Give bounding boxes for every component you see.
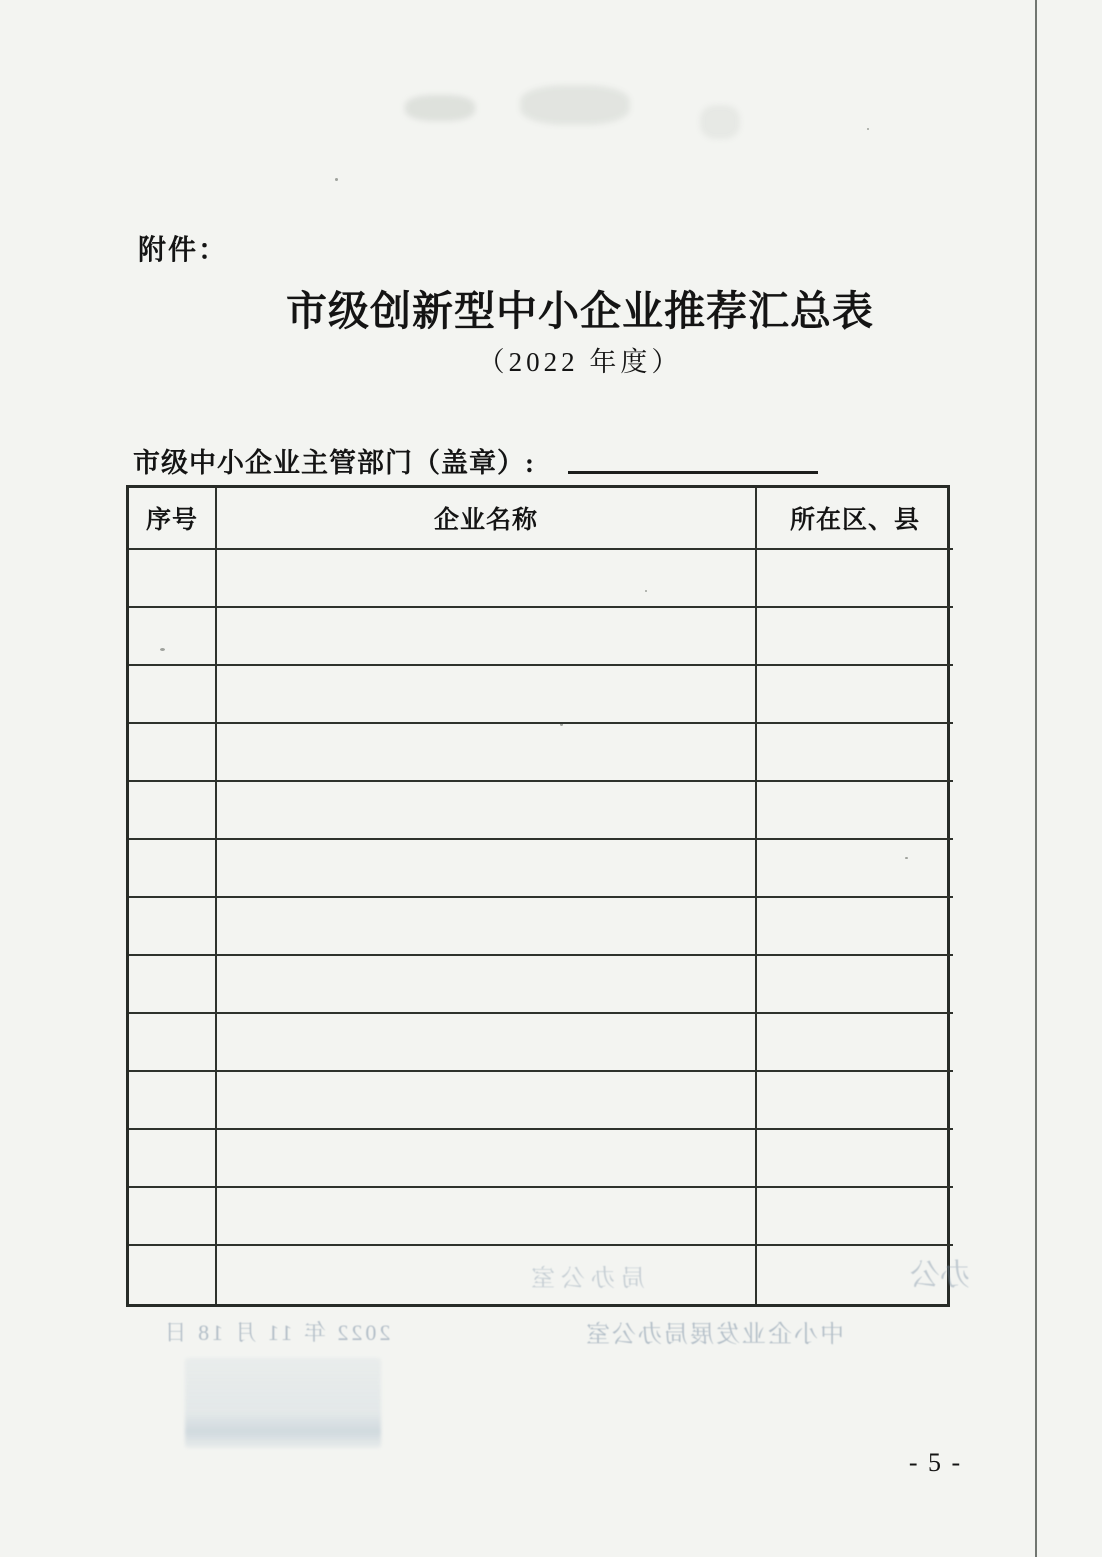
- department-stamp-label: 市级中小企业主管部门（盖章）:: [133, 448, 535, 478]
- cell-index: [129, 1188, 217, 1246]
- cell-enterprise-name: [217, 898, 757, 956]
- cell-district: [757, 666, 953, 724]
- cell-index: [129, 1130, 217, 1188]
- page-subtitle: （2022 年度）: [477, 347, 683, 377]
- cell-index: [129, 956, 217, 1014]
- table-row: [129, 666, 947, 724]
- cell-index: [129, 840, 217, 898]
- header-cell-index: 序号: [129, 488, 217, 550]
- page-number: - 5 -: [908, 1448, 963, 1477]
- cell-enterprise-name: [217, 1246, 757, 1304]
- bleed-through-smudge: [520, 85, 630, 125]
- cell-enterprise-name: [217, 724, 757, 782]
- bleed-through-smudge: [405, 95, 475, 121]
- bleed-through-smudge-block: [185, 1358, 381, 1448]
- stamp-blank-underline: [568, 471, 818, 474]
- table-row: [129, 1188, 947, 1246]
- cell-district: [757, 1072, 953, 1130]
- bleed-through-text: 局办公室: [525, 1266, 645, 1292]
- cell-index: [129, 898, 217, 956]
- cell-index: [129, 1014, 217, 1072]
- table-row: [129, 550, 947, 608]
- table-row: [129, 956, 947, 1014]
- table-body: [129, 550, 947, 1304]
- cell-index: [129, 782, 217, 840]
- cell-district: [757, 550, 953, 608]
- cell-index: [129, 608, 217, 666]
- cell-index: [129, 724, 217, 782]
- cell-enterprise-name: [217, 608, 757, 666]
- cell-enterprise-name: [217, 1188, 757, 1246]
- bleed-through-text: 办公: [910, 1259, 970, 1292]
- bleed-through-office: 中小企业发展局办公室: [584, 1322, 844, 1348]
- header-cell-district: 所在区、县: [757, 488, 953, 550]
- cell-index: [129, 1072, 217, 1130]
- cell-index: [129, 666, 217, 724]
- page-title: 市级创新型中小企业推荐汇总表: [286, 288, 874, 334]
- cell-district: [757, 898, 953, 956]
- cell-index: [129, 550, 217, 608]
- table-header-row: [129, 488, 947, 550]
- cell-enterprise-name: [217, 1130, 757, 1188]
- cell-enterprise-name: [217, 840, 757, 898]
- table-row: [129, 1130, 947, 1188]
- bleed-through-date: 2022 年 11 月 18 日: [161, 1320, 391, 1345]
- cell-enterprise-name: [217, 782, 757, 840]
- cell-district: [757, 724, 953, 782]
- cell-enterprise-name: [217, 666, 757, 724]
- cell-enterprise-name: [217, 1014, 757, 1072]
- cell-district: [757, 840, 953, 898]
- cell-district: [757, 1014, 953, 1072]
- summary-table: [126, 485, 950, 1307]
- cell-index: [129, 1246, 217, 1304]
- cell-district: [757, 956, 953, 1014]
- bleed-through-smudge: [700, 105, 740, 139]
- table-row: [129, 724, 947, 782]
- table-row: [129, 898, 947, 956]
- table-row: [129, 1014, 947, 1072]
- table-row: [129, 1072, 947, 1130]
- cell-district: [757, 1188, 953, 1246]
- cell-district: [757, 608, 953, 666]
- cell-district: [757, 782, 953, 840]
- scan-speck: [335, 178, 338, 181]
- cell-enterprise-name: [217, 550, 757, 608]
- scan-fold-line: [1035, 0, 1037, 1557]
- cell-district: [757, 1130, 953, 1188]
- table-row: [129, 840, 947, 898]
- table-row: [129, 608, 947, 666]
- cell-enterprise-name: [217, 956, 757, 1014]
- table-row: [129, 782, 947, 840]
- attachment-label: 附件：: [138, 234, 229, 265]
- cell-enterprise-name: [217, 1072, 757, 1130]
- header-cell-enterprise-name: 企业名称: [217, 488, 757, 550]
- scan-speck: [867, 128, 869, 130]
